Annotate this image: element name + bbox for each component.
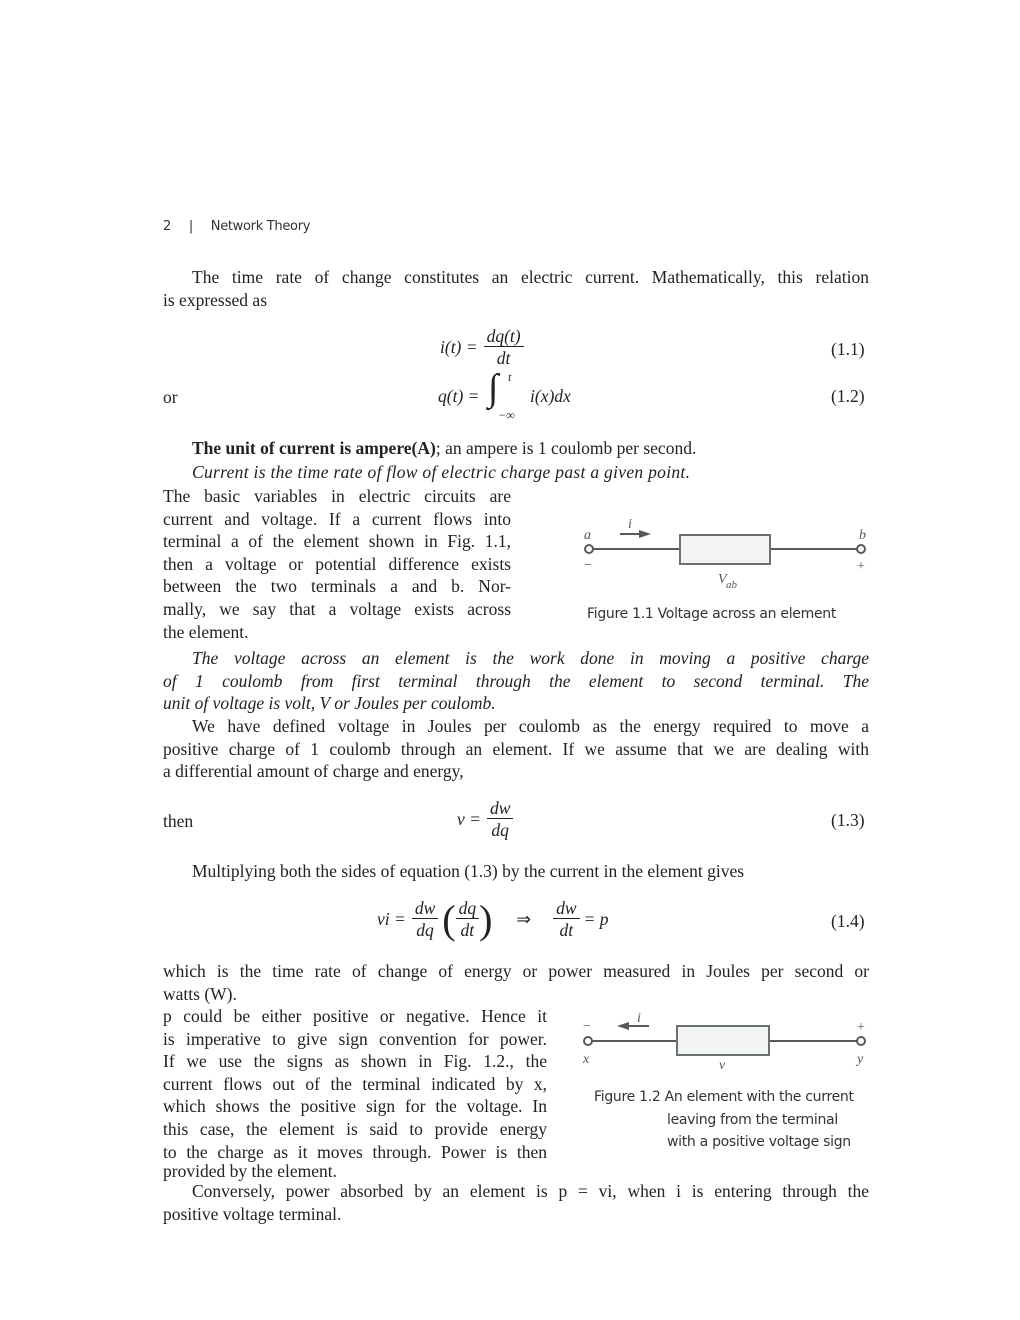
label-minus: − <box>584 558 592 573</box>
equation-1-4 <box>377 898 608 941</box>
para6-line: to the charge as it moves through. Power is then <box>163 1141 547 1162</box>
unit-of-current-bold: The unit of current is ampere(A) <box>192 438 436 458</box>
caption-line: Figure 1.2 An element with the current <box>594 1089 854 1105</box>
eq-1-2-lower-limit: −∞ <box>498 408 515 422</box>
caption-line: leaving from the terminal <box>667 1111 838 1128</box>
voltage-definition-line: unit of voltage is volt, V or Joules per coulomb. <box>163 693 496 714</box>
figure-1-2-caption <box>594 1086 854 1154</box>
terminal-y-icon <box>857 1037 865 1045</box>
para7-line: Conversely, power absorbed by an element is p = vi, when i is entering through the <box>192 1181 869 1201</box>
right-paren-icon: ) <box>479 896 493 942</box>
para3-line: a differential amount of charge and energy, <box>163 761 464 782</box>
label-v: V <box>718 572 727 587</box>
paragraph-intro-line2: is expressed as <box>163 290 268 310</box>
eq-1-1-fraction <box>484 326 524 369</box>
para3-line: positive charge of 1 coulomb through an element. If we assume that we are dealing with <box>163 738 869 759</box>
para5-line: watts (W). <box>163 983 237 1004</box>
paragraph-intro-line1: The time rate of change constitutes an electric current. Mathematically, this relation <box>192 267 869 287</box>
label-y: y <box>857 1052 864 1067</box>
left-paren-icon: ( <box>442 896 456 942</box>
label-b: b <box>859 528 866 543</box>
eq-1-4-fraction-1 <box>412 898 438 941</box>
equation-number-1-2: (1.2) <box>831 386 865 406</box>
current-arrow-left-icon <box>617 1022 629 1030</box>
label-x: x <box>583 1052 590 1067</box>
eq-1-4-fraction-3 <box>553 898 579 941</box>
figure-1-1-circuit <box>575 510 875 595</box>
equation-1-2-prefix: or <box>163 387 178 407</box>
integral-sign-icon: ∫ <box>488 367 499 409</box>
eq-1-4-denominator-3: dt <box>559 920 574 940</box>
equation-1-3-prefix: then <box>163 811 194 831</box>
eq-1-1-denominator: dt <box>496 348 511 368</box>
para2-line: current and voltage. If a current flows into <box>163 508 511 529</box>
paragraph-sign-convention <box>163 1005 547 1182</box>
equation-1-1 <box>440 326 524 369</box>
eq-1-2-integrand: i(x)dx <box>530 386 571 406</box>
para5-line: which is the time rate of change of energy or power measured in Joules per second or <box>163 961 869 981</box>
eq-1-1-numerator: dq(t) <box>484 326 524 347</box>
para3-line: We have defined voltage in Joules per coulomb as the energy required to move a <box>192 716 869 736</box>
equation-1-3 <box>457 798 513 841</box>
label-plus: + <box>857 1020 865 1035</box>
para2-line: then a voltage or potential difference exists <box>163 553 511 574</box>
eq-1-3-numerator: dw <box>487 798 513 819</box>
running-title: Network Theory <box>210 219 311 234</box>
equation-number-1-1: (1.1) <box>831 339 865 359</box>
para7-line: positive voltage terminal. <box>163 1203 342 1224</box>
unit-of-current-statement <box>163 437 696 460</box>
para2-line: terminal a of the element shown in Fig. 1.1, <box>163 531 511 552</box>
label-v: v <box>719 1058 726 1073</box>
voltage-definition <box>163 647 869 715</box>
para2-line: mally, we say that a voltage exists across <box>163 598 511 619</box>
para2-line: between the two terminals a and b. Nor- <box>163 576 511 597</box>
circuit-element-box <box>677 1026 769 1055</box>
para6-line: this case, the element is said to provide energy <box>163 1118 547 1139</box>
unit-of-current-rest: ; an ampere is 1 coulomb per second. <box>435 438 697 458</box>
label-v-subscript: ab <box>726 579 737 591</box>
equation-number-1-3: (1.3) <box>831 810 865 830</box>
terminal-a-icon <box>585 545 593 553</box>
para6-line: If we use the signs as shown in Fig. 1.2., the <box>163 1051 547 1072</box>
eq-1-4-numerator-2: dq <box>456 898 480 919</box>
para6-line: is imperative to give sign convention for power. <box>163 1028 547 1049</box>
para6-line: provided by the element. <box>163 1161 337 1182</box>
figure-1-2-circuit <box>574 1010 874 1075</box>
paragraph-power-watts <box>163 960 869 1005</box>
eq-1-4-lhs: vi = <box>377 909 406 929</box>
eq-1-3-fraction <box>487 798 513 841</box>
label-minus: − <box>583 1019 591 1034</box>
paragraph-multiplying: Multiplying both the sides of equation (1.3) by the current in the element gives <box>192 861 745 881</box>
eq-1-2-lhs: q(t) = <box>438 386 480 406</box>
para6-line: which shows the positive sign for the voltage. In <box>163 1096 547 1117</box>
caption-line: with a positive voltage sign <box>667 1134 851 1150</box>
paragraph-joules-per-coulomb <box>163 715 869 783</box>
eq-1-4-numerator-3: dw <box>553 898 579 919</box>
equation-number-1-4: (1.4) <box>831 911 865 931</box>
eq-1-4-denominator-2: dt <box>460 920 475 940</box>
label-plus: + <box>857 559 865 574</box>
page-header <box>163 219 310 234</box>
eq-1-3-lhs: v = <box>457 809 481 829</box>
para2-line: the element. <box>163 621 249 642</box>
label-a: a <box>584 528 591 543</box>
para6-line: p could be either positive or negative. Hence it <box>163 1006 547 1026</box>
terminal-b-icon <box>857 545 865 553</box>
implies-arrow-icon: ⇒ <box>516 909 532 929</box>
eq-1-2-upper-limit: t <box>508 370 512 384</box>
eq-1-4-numerator-1: dw <box>412 898 438 919</box>
current-definition: Current is the time rate of flow of electric charge past a given point. <box>192 462 691 482</box>
para6-line: current flows out of the terminal indicated by x, <box>163 1073 547 1094</box>
eq-1-4-fraction-2 <box>456 898 480 941</box>
para2-line: The basic variables in electric circuits are <box>163 486 511 506</box>
voltage-definition-line: of 1 coulomb from first terminal through the element to second terminal. The <box>163 670 869 691</box>
label-i: i <box>628 517 632 532</box>
circuit-element-box <box>680 535 770 564</box>
current-arrow-right-icon <box>639 530 651 538</box>
eq-1-4-denominator-1: dq <box>416 920 434 940</box>
page-number: 2 <box>163 219 171 234</box>
header-separator: | <box>188 219 193 234</box>
label-i: i <box>637 1011 641 1026</box>
eq-1-1-lhs: i(t) = <box>440 337 478 357</box>
eq-1-3-denominator: dq <box>491 820 509 840</box>
paragraph-power-absorbed <box>163 1180 869 1225</box>
voltage-definition-line: The voltage across an element is the work done in moving a positive charge <box>192 648 869 668</box>
terminal-x-icon <box>584 1037 592 1045</box>
paragraph-basic-variables <box>163 485 511 643</box>
eq-1-4-rhs: = p <box>583 909 609 929</box>
figure-1-1-caption: Figure 1.1 Voltage across an element <box>587 606 837 622</box>
